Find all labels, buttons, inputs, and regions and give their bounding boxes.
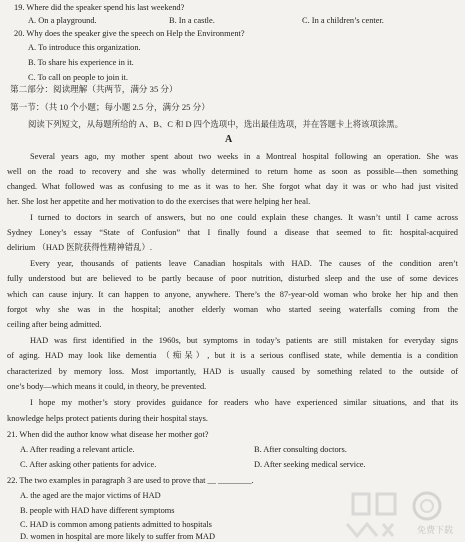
q19-option-c: C. In a children’s center.: [302, 16, 384, 25]
passage-line: Several years ago, my mother spent about two weeks in a Montreal hospital following an operation. She was: [30, 152, 458, 161]
passage-line: changed. What followed was as confusing to me as it was to her. She forgot what day it was or who had just visited: [7, 182, 458, 191]
q20-option-b: B. To share his experience in it.: [28, 58, 134, 67]
q21-stem: 21. When did the author know what disease her mother got?: [7, 430, 209, 439]
passage-line: delirium （HAD 医院获得性精神错乱）.: [7, 243, 152, 252]
passage-line: knowledge helps protect patients during their hospital stays.: [7, 414, 208, 423]
q22-option-d: D. women in hospital are more likely to suffer from MAD: [20, 532, 215, 541]
passage-line: I turned to doctors in search of answers, but no one could explain these changes. It wasn’t until I came across: [30, 213, 458, 222]
watermark-label: 免费下载: [416, 526, 453, 536]
q19-option-b: B. In a castle.: [169, 16, 215, 25]
q19-option-a: A. On a playground.: [28, 16, 97, 25]
passage-line: fully understood but are believed to be partly because of poor nutrition, disturbed sleep and the use of some devices: [7, 274, 458, 283]
passage-line: one’s body—which means it could, in theory, be prevented.: [7, 382, 207, 391]
q20-option-a: A. To introduce this organization.: [28, 43, 141, 52]
passage-line: of aging. HAD may look like dementia （痴呆）, but it is a serious conflised state, while dementia is a condition: [7, 351, 458, 360]
q22-option-c: C. HAD is common among patients admitted to hospitals: [20, 520, 212, 529]
instructions: 阅读下列短文，从每题所给的 A、B、C 和 D 四个选项中，选出最佳选项，并在答题卡上将该项涂黑。: [28, 120, 404, 129]
passage-line: well on the road to recovery and she was wholly determined to return home as soon as possible—then something: [7, 167, 458, 176]
q22-option-a: A. the aged are the major victims of HAD: [20, 491, 161, 500]
part2-heading: 第二部分：阅读理解（共两节，满分 35 分）: [10, 84, 178, 94]
passage-line: Every year, thousands of patients leave Canadian hospitals with HAD. The causes of the condition aren’t: [30, 259, 458, 268]
passage-line: I hope my mother’s story provides guidance for readers who have experienced similar situations, and that its: [30, 398, 458, 407]
q19-stem: 19. Where did the speaker spend his last weekend?: [14, 3, 185, 12]
q22-option-b: B. people with HAD have different symptoms: [20, 506, 175, 515]
q21-option-b: B. After consulting doctors.: [254, 445, 347, 454]
q21-option-c: C. After asking other patients for advice.: [20, 460, 157, 469]
q20-option-c: C. To call on people to join it.: [28, 73, 128, 82]
q21-option-a: A. After reading a relevant article.: [20, 445, 135, 454]
passage-title: A: [225, 134, 233, 145]
q22-stem: 22. The two examples in paragraph 3 are used to prove that __ ________.: [7, 476, 254, 485]
passage-line: HAD was first identified in the 1960s, but symptoms in today’s patients are still mistaken for everyday signs: [30, 336, 458, 345]
q21-option-d: D. After seeking medical service.: [254, 460, 366, 469]
passage-line: which can cause injury. It can happen to anyone, anywhere. There’s the 87-year-old woman who broke her hip and then: [7, 290, 458, 299]
watermark-logo: [341, 488, 461, 540]
passage-line: characterized by memory loss. Most importantly, HAD is usually caused by something related to the outside of: [7, 367, 458, 376]
passage-line: forgot why she was in the hospital; another elderly woman who started seeing waterfalls coming from the: [7, 305, 458, 314]
q20-stem: 20. Why does the speaker give the speech on Help the Environment?: [14, 29, 245, 38]
passage-line: Sydney Loney’s essay “State of Confusion” that I finally found a disease that seemed to fit: hospital-acquired: [7, 228, 458, 237]
passage-line: ceiling after being admitted.: [7, 320, 102, 329]
section1-heading: 第一节：（共 10 个小题；每小题 2.5 分，满分 25 分）: [10, 102, 210, 112]
passage-line: her. She lost her appetite and her motivation to do the exercises that were helping her heal.: [7, 197, 311, 206]
